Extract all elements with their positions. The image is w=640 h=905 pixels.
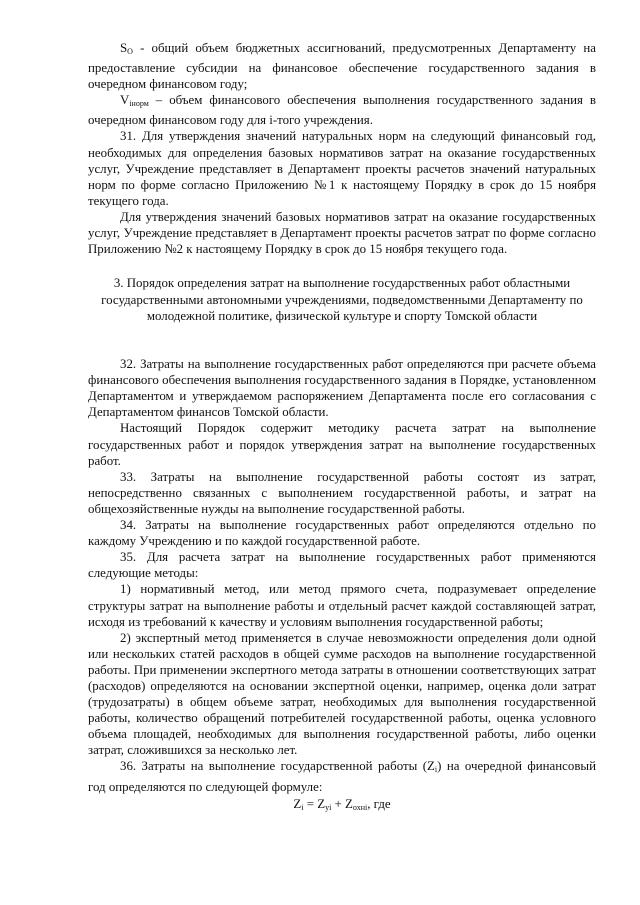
formula-lhs: Z [293,796,302,811]
paragraph-34: 34. Затраты на выполнение государственных работ определяются отдельно по каждому Учреждению и по каждой государственной работе. [88,518,596,549]
var-s: S [120,41,128,55]
paragraph-36 [88,758,596,794]
formula [88,796,596,816]
p36-text-b: ) на очередной финансовый год определяются по следующей формуле: [88,759,596,794]
p36-text-a: 36. Затраты на выполнение государственной работы (Z [120,759,435,774]
p36-subscript: i [434,765,438,775]
var-v: V [120,93,130,108]
formula-lhs-subscript: i [301,802,304,812]
section-heading: 3. Порядок определения затрат на выполнение государственных работ областными государственными автономными учреждениями, подведомственными Департаменту по молодежной политике, физической культуре и спорту Томской области [101,276,583,323]
paragraph-35: 35. Для расчета затрат на выполнение государственных работ применяются следующие методы: [88,550,596,581]
paragraph-35-item-1: 1) нормативный метод, или метод прямого счета, подразумевает определение структуры затрат на выполнение работы и отдельный расчет каждой составляющей затрат, исходя из требований к качеству и условиям выполнения государственной работы; [88,582,596,629]
so-definition-text: - общий объем бюджетных ассигнований, предусмотренных Департаменту на предоставление субсидии на финансовое обеспечение государственного задания в очередном финансовом году; [88,41,596,92]
paragraph-35-item-2: 2) экспертный метод применяется в случае невозможности определения доли одной или нескольких статей расходов в общей сумме расходов на выполнение государственной работы. При применении экспертного метода затраты в отношении соответствующих затрат (расходов) определяются на основании экспертной оценки, например, оценка доли затрат (трудозатраты) в общем объеме затрат, необходимых для выполнения государственной работы, количество обращений потребителей государственной работы, оценка условного объема площадей, необходимых для выполнения государственной работы, либо оценки затрат, сложившихся за несколько лет. [88,630,596,758]
paragraph-31-continued: Для утверждения значений базовых нормативов затрат на оказание государственных услуг, Учреждение представляет в Департамент проекты расчетов затрат по форме согласно Приложению №2 к настоящему Порядку в срок до 15 ноября текущего года. [88,209,596,257]
formula-term2-subscript: охнi [352,802,368,812]
document-page [88,40,596,816]
formula-tail: , где [367,796,391,811]
formula-term1-subscript: yi [325,802,332,812]
formula-plus: + Z [331,796,353,811]
var-v-subscript: iнорм [129,99,149,109]
paragraph-so-definition [88,40,596,92]
paragraph-31: 31. Для утверждения значений натуральных норм на следующий финансовый год, необходимых для определения базовых нормативов затрат на оказание государственных услуг, Учреждение представляет в Департамент проекты расчетов значений натуральных норм по форме согласно Приложению №1 к настоящему Порядку в срок до 15 ноября текущего года. [88,129,596,208]
paragraph-32: 32. Затраты на выполнение государственных работ определяются при расчете объема финансового обеспечения выполнения государственного задания в Порядке, установленном Департаментом и утверждаемом распоряжением Департамента после его согласования с Департаментом финансов Томской области. [88,357,596,420]
paragraph-33: 33. Затраты на выполнение государственной работы состоят из затрат, непосредственно связанных с выполнением государственной работы, и затрат на общехозяйственные нужды на выполнение государственной работы. [88,469,596,516]
paragraph-32-continued: Настоящий Порядок содержит методику расчета затрат на выполнение государственных работ и порядок утверждения затрат на выполнение государственных работ. [88,421,596,468]
paragraph-v-definition [88,92,596,128]
formula-eq: = Z [303,796,326,811]
var-s-subscript: О [127,47,133,56]
v-definition-text: – объем финансового обеспечения выполнения государственного задания в очередном финансовом году для i-того учреждения. [88,93,596,128]
